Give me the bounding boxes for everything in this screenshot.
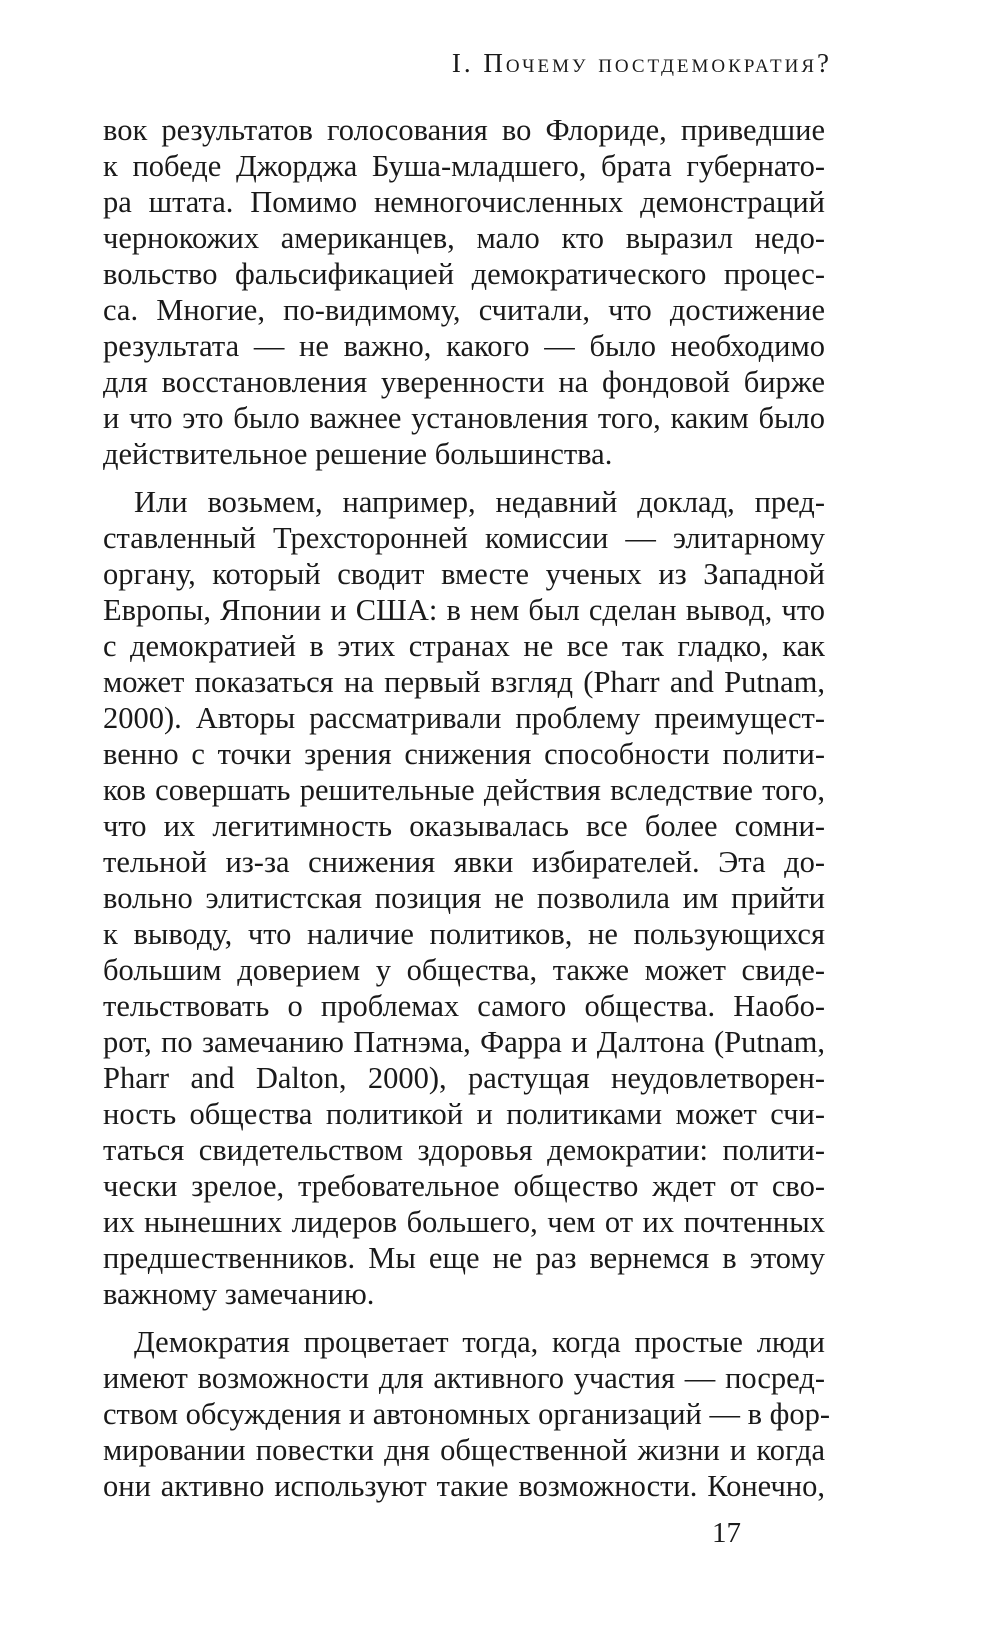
paragraph-3 (103, 1324, 831, 1504)
text-line: к выводу, что наличие политиков, не пользующихся (103, 917, 825, 951)
text-line: важному замечанию. (103, 1277, 375, 1311)
text-line: Или возьмем, например, недавний доклад, пред- (134, 485, 825, 519)
body-text (103, 112, 831, 1504)
text-line: органу, который сводит вместе ученых из Западной (103, 557, 825, 591)
text-line: мировании повестки дня общественной жизни и когда (103, 1433, 825, 1467)
text-line: ков совершать решительные действия вследствие того, (103, 773, 825, 807)
text-line: чернокожих американцев, мало кто выразил недо- (103, 221, 825, 255)
text-line: са. Многие, по-видимому, считали, что достижение (103, 293, 825, 327)
text-line: что их легитимность оказывалась все более сомни- (103, 809, 825, 843)
text-line: чески зрелое, требовательное общество ждет от сво- (103, 1169, 825, 1203)
text-line: тельствовать о проблемах самого общества. Наобо- (103, 989, 825, 1023)
text-line: предшественников. Мы еще не раз вернемся в этому (103, 1241, 825, 1275)
text-line: их нынешних лидеров большего, чем от их почтенных (103, 1205, 825, 1239)
text-line: ством обсуждения и автономных организаций — в фор- (103, 1397, 831, 1431)
running-head: I. Почему постдемократия? (451, 48, 832, 78)
text-line: они активно используют такие возможности. Конечно, (103, 1469, 825, 1503)
text-line: Европы, Японии и США: в нем был сделан вывод, что (103, 593, 825, 627)
text-line: с демократией в этих странах не все так гладко, как (103, 629, 825, 663)
text-line: вольно элитистская позиция не позволила им прийти (103, 881, 825, 915)
text-line: к победе Джорджа Буша-младшего, брата губернато- (103, 149, 825, 183)
text-line: действительное решение большинства. (103, 437, 613, 471)
text-line: рот, по замечанию Патнэма, Фарра и Далтона (Putnam, (103, 1025, 825, 1059)
text-line: для восстановления уверенности на фондовой бирже (103, 365, 825, 399)
text-line: Pharr and Dalton, 2000), растущая неудовлетворен- (103, 1061, 825, 1095)
text-line: вок результатов голосования во Флориде, приведшие (103, 113, 825, 147)
page-number: 17 (712, 1517, 741, 1549)
text-line: результата — не важно, какого — было необходимо (103, 329, 825, 363)
text-line: тельной из-за снижения явки избирателей. Эта до- (103, 845, 825, 879)
text-line: ность общества политикой и политиками может счи- (103, 1097, 825, 1131)
text-line: большим доверием у общества, также может свиде- (103, 953, 825, 987)
text-line: венно с точки зрения снижения способности полити- (103, 737, 825, 771)
text-line: может показаться на первый взгляд (Pharr and Putnam, (103, 665, 825, 699)
text-line: вольство фальсификацией демократического процес- (103, 257, 825, 291)
text-line: 2000). Авторы рассматривали проблему преимущест- (103, 701, 825, 735)
paragraph-1 (103, 112, 825, 472)
text-line: таться свидетельством здоровья демократии: полити- (103, 1133, 825, 1167)
text-line: ра штата. Помимо немногочисленных демонстраций (103, 185, 825, 219)
text-line: и что это было важнее установления того, каким было (103, 401, 825, 435)
text-line: Демократия процветает тогда, когда простые люди (134, 1325, 825, 1359)
paragraph-2 (103, 484, 825, 1312)
text-line: имеют возможности для активного участия — посред- (103, 1361, 825, 1395)
text-line: ставленный Трехсторонней комиссии — элитарному (103, 521, 825, 555)
